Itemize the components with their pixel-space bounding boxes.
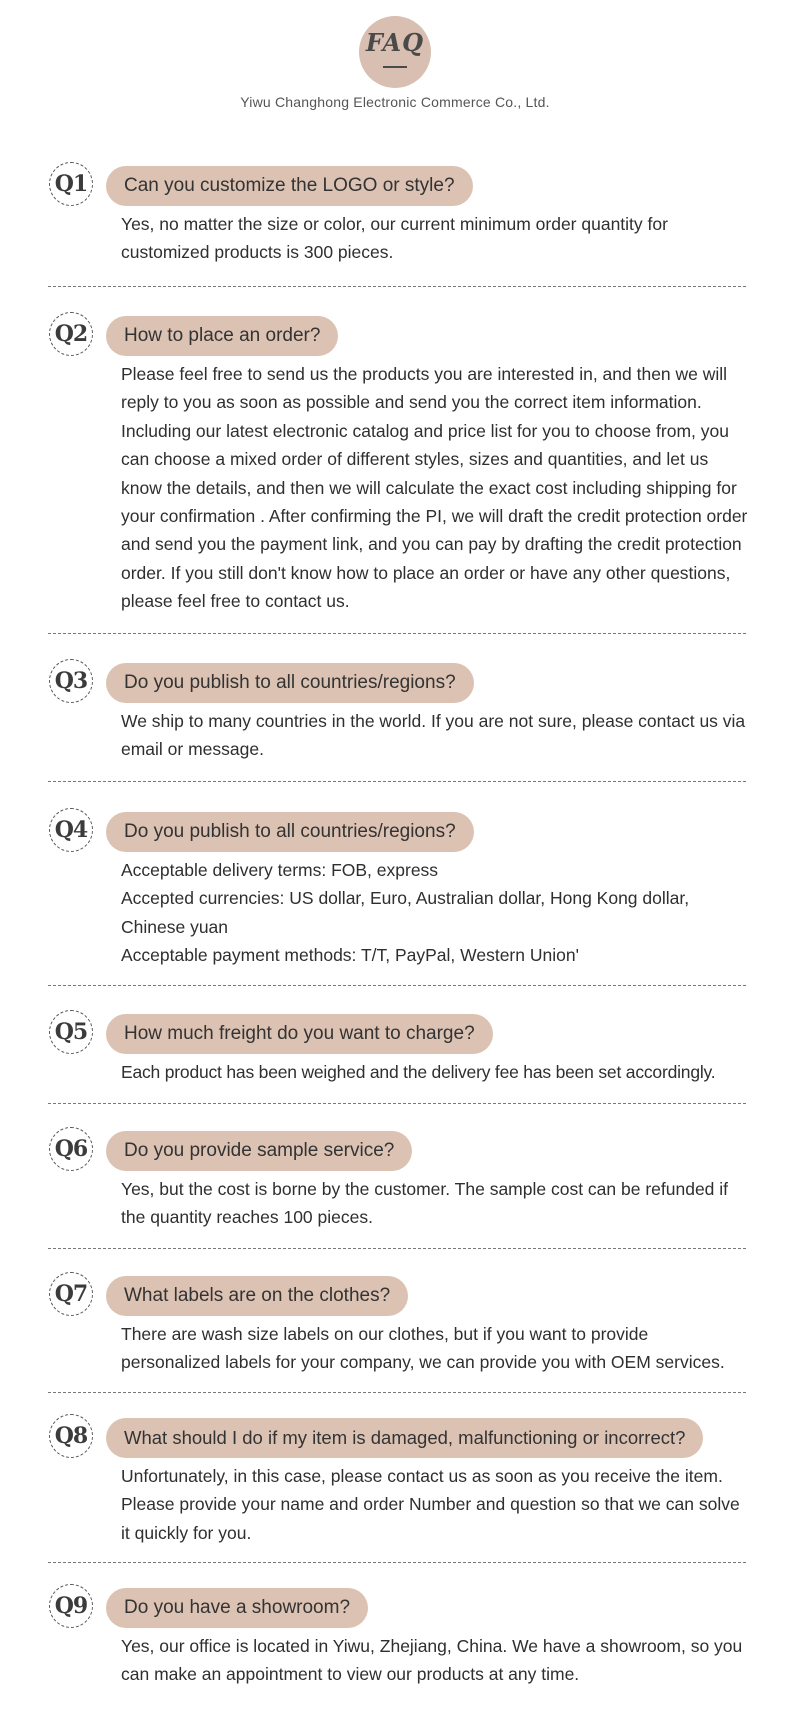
company-name: Yiwu Changhong Electronic Commerce Co., Ltd. bbox=[240, 94, 550, 110]
section-divider bbox=[48, 633, 746, 634]
answer-text bbox=[121, 707, 751, 764]
answer-paragraph: Yes, our office is located in Yiwu, Zhejiang, China. We have a showroom, so you can make an appointment to view our products at any time. bbox=[121, 1636, 743, 1685]
question-title: Can you customize the LOGO or style? bbox=[106, 166, 473, 206]
answer-line: Acceptable delivery terms: FOB, express bbox=[121, 860, 439, 880]
question-number-badge: Q3 bbox=[49, 659, 93, 703]
question-number-badge: Q2 bbox=[49, 312, 93, 356]
answer-text bbox=[121, 1058, 751, 1086]
question-number-badge: Q5 bbox=[49, 1010, 93, 1054]
question-number-badge: Q8 bbox=[49, 1414, 93, 1458]
section-divider bbox=[48, 1562, 746, 1563]
question-title: What labels are on the clothes? bbox=[106, 1276, 408, 1316]
section-divider bbox=[48, 1103, 746, 1104]
answer-paragraph: Yes, but the cost is borne by the customer. The sample cost can be refunded if the quantity reaches 100 pieces. bbox=[121, 1179, 729, 1228]
faq-header bbox=[0, 0, 790, 130]
answer-paragraph: Each product has been weighed and the delivery fee has been set accordingly. bbox=[121, 1062, 716, 1082]
section-divider bbox=[48, 781, 746, 782]
question-number-badge: Q6 bbox=[49, 1127, 93, 1171]
answer-text bbox=[121, 856, 751, 970]
question-title: How much freight do you want to charge? bbox=[106, 1014, 493, 1054]
question-title: Do you publish to all countries/regions? bbox=[106, 663, 474, 703]
answer-text bbox=[121, 1320, 751, 1377]
answer-paragraph: Yes, no matter the size or color, our current minimum order quantity for customized products is 300 pieces. bbox=[121, 214, 668, 263]
section-divider bbox=[48, 985, 746, 986]
question-title: Do you have a showroom? bbox=[106, 1588, 368, 1628]
answer-text bbox=[121, 360, 751, 616]
answer-paragraph: Please feel free to send us the products you are interested in, and then we will reply to you as soon as possible and send you the correct item information. Including our latest electronic catalog and price list for you to choose from, you can choose a mixed order of different styles, sizes and quantities, and let us know the details, and then we will calculate the exact cost including shipping for your confirmation . After confirming the PI, we will draft the credit protection order and send you the payment link, and you can pay by drafting the credit protection order. If you still don't know how to place an order or have any other questions, please feel free to contact us. bbox=[121, 364, 748, 612]
faq-logo-text: FAQ bbox=[365, 28, 425, 57]
question-number-badge: Q4 bbox=[49, 808, 93, 852]
answer-line: Acceptable payment methods: T/T, PayPal, Western Union' bbox=[121, 945, 579, 966]
question-number-badge: Q7 bbox=[49, 1272, 93, 1316]
answer-paragraph: There are wash size labels on our clothes, but if you want to provide personalized labels for your company, we can provide you with OEM services. bbox=[121, 1324, 725, 1373]
logo-underline bbox=[383, 66, 407, 68]
answer-text bbox=[121, 1175, 751, 1232]
section-divider bbox=[48, 286, 746, 287]
answer-line: Accepted currencies: US dollar, Euro, Australian dollar, Hong Kong dollar, Chinese yuan bbox=[121, 888, 690, 937]
question-title: How to place an order? bbox=[106, 316, 338, 356]
section-divider bbox=[48, 1392, 746, 1393]
answer-text bbox=[121, 1632, 751, 1689]
faq-logo bbox=[359, 16, 431, 88]
question-number-badge: Q9 bbox=[49, 1584, 93, 1628]
answer-paragraph: Unfortunately, in this case, please contact us as soon as you receive the item. Please provide your name and order Number and question so that we can solve it quickly for you. bbox=[121, 1466, 740, 1543]
question-title: Do you publish to all countries/regions? bbox=[106, 812, 474, 852]
question-number-badge: Q1 bbox=[49, 162, 93, 206]
answer-text bbox=[121, 210, 751, 267]
answer-text bbox=[121, 1462, 751, 1547]
question-title: Do you provide sample service? bbox=[106, 1131, 412, 1171]
section-divider bbox=[48, 1248, 746, 1249]
question-title: What should I do if my item is damaged, malfunctioning or incorrect? bbox=[106, 1418, 703, 1458]
answer-paragraph: We ship to many countries in the world. If you are not sure, please contact us via email or message. bbox=[121, 711, 746, 760]
